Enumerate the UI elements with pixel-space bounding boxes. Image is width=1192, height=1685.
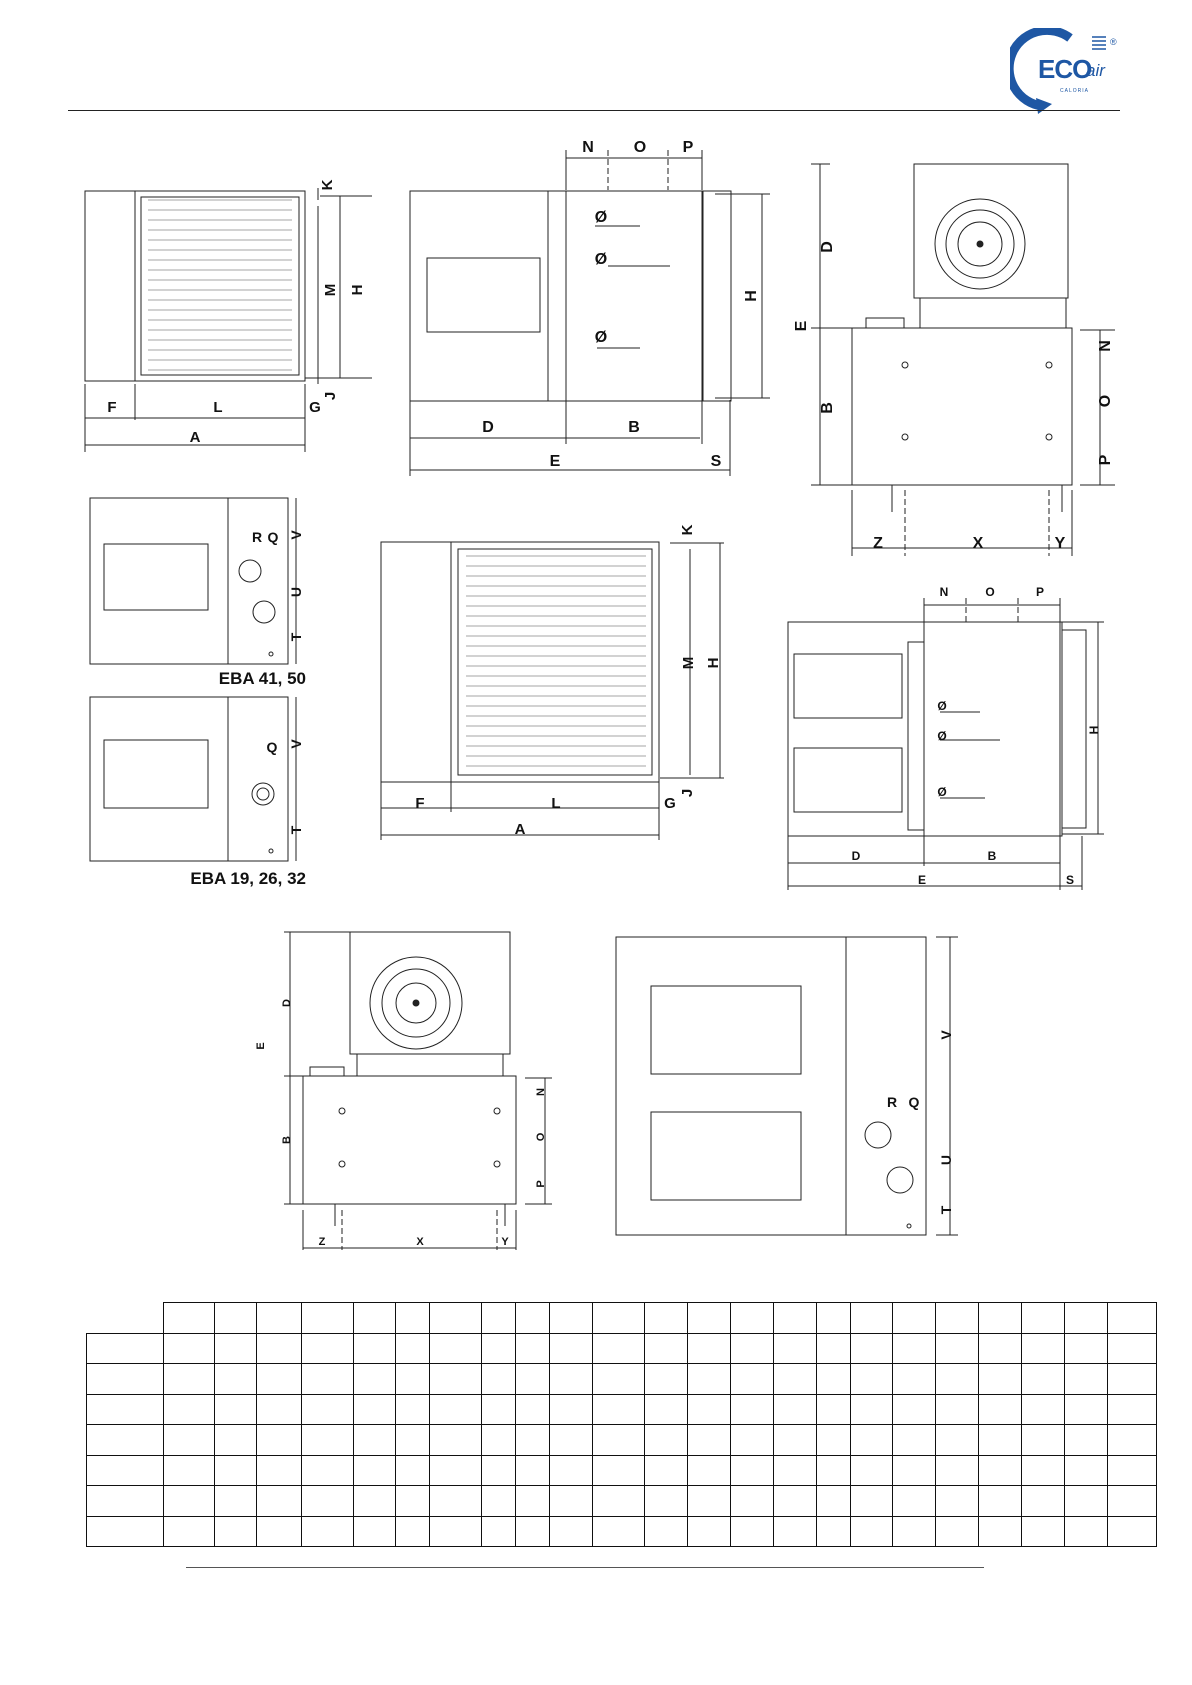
table-cell <box>430 1303 482 1334</box>
fig7-side-view-double <box>788 598 1104 890</box>
table-cell <box>482 1303 516 1334</box>
table-cell <box>482 1394 516 1425</box>
registered-mark: ® <box>1110 37 1117 47</box>
table-cell <box>550 1486 593 1517</box>
table-row <box>87 1486 1157 1517</box>
table-cell <box>430 1425 482 1456</box>
table-row <box>87 1333 1157 1364</box>
fig8-label-b: B <box>281 1136 293 1144</box>
table-cell <box>731 1455 774 1486</box>
table-cell <box>893 1425 936 1456</box>
table-cell <box>215 1364 257 1395</box>
table-cell <box>893 1486 936 1517</box>
table-cell <box>893 1303 936 1334</box>
table-cell <box>396 1455 430 1486</box>
fig8-label-p: P <box>535 1180 547 1188</box>
table-cell <box>851 1333 893 1364</box>
table-cell <box>731 1394 774 1425</box>
table-cell <box>302 1455 354 1486</box>
fig8-label-o: O <box>535 1132 547 1142</box>
table-cell <box>893 1333 936 1364</box>
table-cell <box>354 1394 396 1425</box>
table-cell <box>87 1425 164 1456</box>
fig1-label-m: M <box>322 283 339 297</box>
table-cell <box>215 1516 257 1547</box>
fig4-eba41-panel <box>90 498 296 664</box>
table-cell <box>817 1486 851 1517</box>
table-cell <box>1022 1486 1065 1517</box>
table-cell <box>257 1425 302 1456</box>
table-cell <box>87 1333 164 1364</box>
table-cell <box>731 1364 774 1395</box>
table-cell <box>87 1516 164 1547</box>
table-cell <box>774 1364 817 1395</box>
table-cell <box>936 1364 979 1395</box>
fig2-side-view <box>410 150 770 476</box>
table-cell <box>1108 1516 1157 1547</box>
fig2-dia-2: Ø <box>594 251 608 268</box>
fig1-label-l: L <box>213 399 223 416</box>
fig4-label-t: T <box>288 632 304 642</box>
table-cell <box>688 1333 731 1364</box>
table-cell <box>893 1455 936 1486</box>
fig6-label-f: F <box>415 795 425 812</box>
table-cell <box>688 1364 731 1395</box>
fig6-label-g: G <box>664 795 676 812</box>
fig5-eba19-panel <box>90 697 296 861</box>
fig6-label-h: H <box>705 657 722 669</box>
table-cell <box>593 1333 645 1364</box>
fig8-label-d: D <box>281 999 293 1007</box>
logo-air-text: air <box>1086 61 1105 80</box>
table-cell <box>1108 1364 1157 1395</box>
table-cell <box>302 1516 354 1547</box>
table-cell <box>817 1333 851 1364</box>
fig6-label-j: J <box>679 788 696 798</box>
table-cell <box>688 1486 731 1517</box>
table-cell <box>593 1394 645 1425</box>
table-cell <box>688 1425 731 1456</box>
fig4-label-q: Q <box>267 529 279 545</box>
table-cell <box>354 1425 396 1456</box>
table-cell <box>979 1333 1022 1364</box>
table-cell <box>1065 1455 1108 1486</box>
table-cell <box>396 1486 430 1517</box>
table-cell <box>731 1516 774 1547</box>
table-cell <box>396 1394 430 1425</box>
table-cell <box>645 1425 688 1456</box>
table-cell <box>851 1364 893 1395</box>
table-cell <box>550 1516 593 1547</box>
table-cell <box>817 1455 851 1486</box>
table-cell <box>688 1516 731 1547</box>
table-cell <box>774 1486 817 1517</box>
table-cell <box>1108 1303 1157 1334</box>
fig4-label-v: V <box>288 530 304 540</box>
table-cell <box>516 1516 550 1547</box>
fig9-label-q: Q <box>908 1094 920 1110</box>
table-cell <box>164 1486 215 1517</box>
fig6-label-a: A <box>514 821 526 838</box>
table-cell <box>1022 1516 1065 1547</box>
fig2-label-p: P <box>682 139 694 156</box>
logo-eco-text: ECO <box>1038 54 1092 84</box>
table-cell <box>215 1455 257 1486</box>
table-cell <box>516 1486 550 1517</box>
table-cell <box>851 1455 893 1486</box>
table-cell <box>482 1425 516 1456</box>
table-cell <box>550 1394 593 1425</box>
table-cell <box>302 1333 354 1364</box>
table-cell <box>774 1516 817 1547</box>
table-cell <box>936 1425 979 1456</box>
fig9-label-u: U <box>938 1154 954 1166</box>
table-cell <box>430 1333 482 1364</box>
fig3-label-o: O <box>1097 394 1114 408</box>
fig3-label-x: X <box>972 535 984 552</box>
table-cell <box>1065 1486 1108 1517</box>
table-cell <box>979 1486 1022 1517</box>
table-cell <box>593 1516 645 1547</box>
table-cell <box>893 1364 936 1395</box>
fig1-label-g: G <box>309 399 321 416</box>
table-cell <box>87 1486 164 1517</box>
table-cell <box>1065 1364 1108 1395</box>
table-cell <box>550 1364 593 1395</box>
dimensions-grid <box>86 1302 1157 1547</box>
fig8-label-n: N <box>535 1088 547 1096</box>
table-cell <box>87 1364 164 1395</box>
fig9-label-t: T <box>938 1205 954 1215</box>
fig3-label-n: N <box>1097 340 1114 352</box>
fig2-label-s: S <box>710 453 722 470</box>
fig1-front-coil-view <box>85 188 372 452</box>
table-cell <box>1022 1303 1065 1334</box>
table-cell <box>354 1303 396 1334</box>
fig2-label-e: E <box>549 453 561 470</box>
table-cell <box>516 1303 550 1334</box>
table-cell <box>302 1486 354 1517</box>
table-cell <box>430 1516 482 1547</box>
fig3-fan-view <box>811 164 1115 556</box>
table-cell <box>516 1455 550 1486</box>
table-cell <box>817 1516 851 1547</box>
fig7-label-p: P <box>1035 585 1045 599</box>
table-cell <box>817 1303 851 1334</box>
table-cell <box>979 1516 1022 1547</box>
table-cell <box>215 1303 257 1334</box>
table-cell <box>482 1516 516 1547</box>
table-row <box>87 1516 1157 1547</box>
table-cell <box>1065 1516 1108 1547</box>
table-cell <box>774 1303 817 1334</box>
table-cell <box>1108 1425 1157 1456</box>
table-cell <box>851 1516 893 1547</box>
table-cell <box>482 1333 516 1364</box>
table-cell <box>396 1425 430 1456</box>
table-cell <box>164 1364 215 1395</box>
table-cell <box>979 1364 1022 1395</box>
table-row <box>87 1364 1157 1395</box>
table-cell <box>731 1303 774 1334</box>
table-cell <box>257 1303 302 1334</box>
table-cell <box>1022 1364 1065 1395</box>
table-cell <box>1108 1394 1157 1425</box>
fig8-label-x: X <box>416 1236 424 1248</box>
table-cell <box>164 1394 215 1425</box>
fig3-label-y: Y <box>1054 535 1066 552</box>
table-row <box>87 1455 1157 1486</box>
fig1-label-a: A <box>189 429 201 446</box>
fig7-label-h: H <box>1087 725 1101 735</box>
fig3-label-z: Z <box>873 535 883 552</box>
fig2-label-o: O <box>633 139 647 156</box>
table-cell <box>645 1394 688 1425</box>
table-cell <box>430 1394 482 1425</box>
fig2-dia-3: Ø <box>594 329 608 346</box>
table-cell <box>516 1394 550 1425</box>
table-cell <box>87 1303 164 1334</box>
fig6-label-l: L <box>551 795 561 812</box>
table-cell <box>164 1425 215 1456</box>
table-cell <box>893 1516 936 1547</box>
fig8-label-e: E <box>255 1042 267 1050</box>
table-cell <box>354 1455 396 1486</box>
fig3-label-p: P <box>1097 454 1114 466</box>
table-cell <box>817 1425 851 1456</box>
table-cell <box>516 1364 550 1395</box>
table-cell <box>851 1425 893 1456</box>
table-cell <box>979 1303 1022 1334</box>
table-cell <box>774 1455 817 1486</box>
table-cell <box>774 1394 817 1425</box>
fig6-label-k: K <box>679 524 696 536</box>
table-cell <box>1065 1303 1108 1334</box>
table-cell <box>851 1394 893 1425</box>
table-cell <box>516 1425 550 1456</box>
table-cell <box>645 1455 688 1486</box>
table-cell <box>851 1303 893 1334</box>
table-cell <box>731 1333 774 1364</box>
table-cell <box>936 1333 979 1364</box>
fig4-label-r: R <box>251 529 263 545</box>
table-cell <box>354 1333 396 1364</box>
table-cell <box>731 1425 774 1456</box>
fig5-caption: EBA 19, 26, 32 <box>190 869 306 888</box>
table-cell <box>482 1486 516 1517</box>
table-cell <box>550 1333 593 1364</box>
fig4-caption: EBA 41, 50 <box>218 669 306 688</box>
fig5-label-v: V <box>288 739 304 749</box>
table-cell <box>1108 1455 1157 1486</box>
fig1-label-h: H <box>349 284 366 296</box>
table-cell <box>396 1364 430 1395</box>
fig7-dia-2: Ø <box>937 729 947 743</box>
fig9-large-panel <box>616 937 958 1235</box>
fig7-dia-1: Ø <box>937 699 947 713</box>
table-cell <box>593 1486 645 1517</box>
table-cell <box>1108 1486 1157 1517</box>
table-cell <box>87 1394 164 1425</box>
fig5-label-t: T <box>288 825 304 835</box>
table-cell <box>87 1455 164 1486</box>
fig4-label-u: U <box>288 586 304 598</box>
table-cell <box>164 1516 215 1547</box>
table-row <box>87 1394 1157 1425</box>
fig1-label-j: J <box>322 391 339 401</box>
table-cell <box>302 1364 354 1395</box>
table-cell <box>817 1394 851 1425</box>
table-cell <box>1065 1394 1108 1425</box>
table-cell <box>979 1394 1022 1425</box>
fig3-label-d: D <box>819 241 836 253</box>
table-cell <box>1065 1425 1108 1456</box>
table-cell <box>354 1516 396 1547</box>
table-cell <box>482 1364 516 1395</box>
fig9-label-v: V <box>938 1030 954 1040</box>
table-cell <box>164 1333 215 1364</box>
table-cell <box>593 1425 645 1456</box>
fig1-label-f: F <box>107 399 117 416</box>
table-cell <box>936 1516 979 1547</box>
fig7-label-s: S <box>1065 873 1075 887</box>
table-cell <box>645 1364 688 1395</box>
table-cell <box>257 1516 302 1547</box>
table-cell <box>688 1455 731 1486</box>
table-cell <box>354 1486 396 1517</box>
fig3-label-b: B <box>819 402 836 414</box>
table-cell <box>936 1486 979 1517</box>
table-cell <box>257 1455 302 1486</box>
footer-rule <box>186 1567 984 1568</box>
fig9-label-r: R <box>886 1094 898 1110</box>
fig7-label-e: E <box>917 873 927 887</box>
fig5-label-q: Q <box>266 739 278 755</box>
table-cell <box>164 1455 215 1486</box>
table-cell <box>302 1394 354 1425</box>
table-cell <box>215 1333 257 1364</box>
table-row <box>87 1425 1157 1456</box>
table-cell <box>215 1394 257 1425</box>
table-cell <box>1022 1394 1065 1425</box>
fig1-label-k: K <box>319 179 336 191</box>
table-cell <box>1108 1333 1157 1364</box>
table-cell <box>645 1516 688 1547</box>
fig6-label-m: M <box>680 656 697 670</box>
table-cell <box>1022 1333 1065 1364</box>
table-row <box>87 1303 1157 1334</box>
table-cell <box>593 1364 645 1395</box>
table-cell <box>430 1364 482 1395</box>
table-cell <box>550 1303 593 1334</box>
table-cell <box>851 1486 893 1517</box>
table-cell <box>936 1303 979 1334</box>
table-cell <box>430 1455 482 1486</box>
table-cell <box>593 1303 645 1334</box>
table-cell <box>215 1486 257 1517</box>
table-cell <box>215 1425 257 1456</box>
table-cell <box>936 1455 979 1486</box>
table-cell <box>1065 1333 1108 1364</box>
table-cell <box>396 1303 430 1334</box>
fig7-label-n: N <box>939 585 949 599</box>
table-cell <box>396 1333 430 1364</box>
dimensions-table <box>86 1302 1157 1547</box>
table-cell <box>550 1425 593 1456</box>
fig7-label-d: D <box>851 849 861 863</box>
fig2-dia-1: Ø <box>594 209 608 226</box>
table-cell <box>302 1303 354 1334</box>
fig2-label-b: B <box>628 419 640 436</box>
table-cell <box>688 1303 731 1334</box>
table-cell <box>893 1394 936 1425</box>
table-cell <box>257 1364 302 1395</box>
table-cell <box>593 1455 645 1486</box>
logo-tagline: CALORIA <box>1060 88 1089 94</box>
table-cell <box>257 1394 302 1425</box>
table-cell <box>731 1486 774 1517</box>
fig7-dia-3: Ø <box>937 785 947 799</box>
table-cell <box>482 1455 516 1486</box>
table-cell <box>302 1425 354 1456</box>
table-cell <box>550 1455 593 1486</box>
fig2-label-n: N <box>582 139 594 156</box>
table-cell <box>645 1333 688 1364</box>
table-cell <box>1022 1425 1065 1456</box>
table-cell <box>817 1364 851 1395</box>
table-cell <box>257 1333 302 1364</box>
table-cell <box>645 1486 688 1517</box>
fig7-label-b: B <box>987 849 997 863</box>
fig2-label-h: H <box>743 290 760 302</box>
table-cell <box>979 1455 1022 1486</box>
fig8-fan-view <box>284 932 552 1250</box>
table-cell <box>430 1486 482 1517</box>
table-cell <box>936 1394 979 1425</box>
fig8-label-y: Y <box>501 1236 509 1248</box>
table-cell <box>774 1425 817 1456</box>
table-cell <box>396 1516 430 1547</box>
fig2-label-d: D <box>482 419 494 436</box>
table-cell <box>354 1364 396 1395</box>
table-cell <box>688 1394 731 1425</box>
table-cell <box>979 1425 1022 1456</box>
table-cell <box>257 1486 302 1517</box>
table-cell <box>645 1303 688 1334</box>
fig8-label-z: Z <box>318 1236 326 1248</box>
fig7-label-o: O <box>985 585 995 599</box>
table-cell <box>516 1333 550 1364</box>
table-cell <box>1022 1455 1065 1486</box>
table-cell <box>774 1333 817 1364</box>
fig3-label-e: E <box>793 320 810 332</box>
table-cell <box>164 1303 215 1334</box>
